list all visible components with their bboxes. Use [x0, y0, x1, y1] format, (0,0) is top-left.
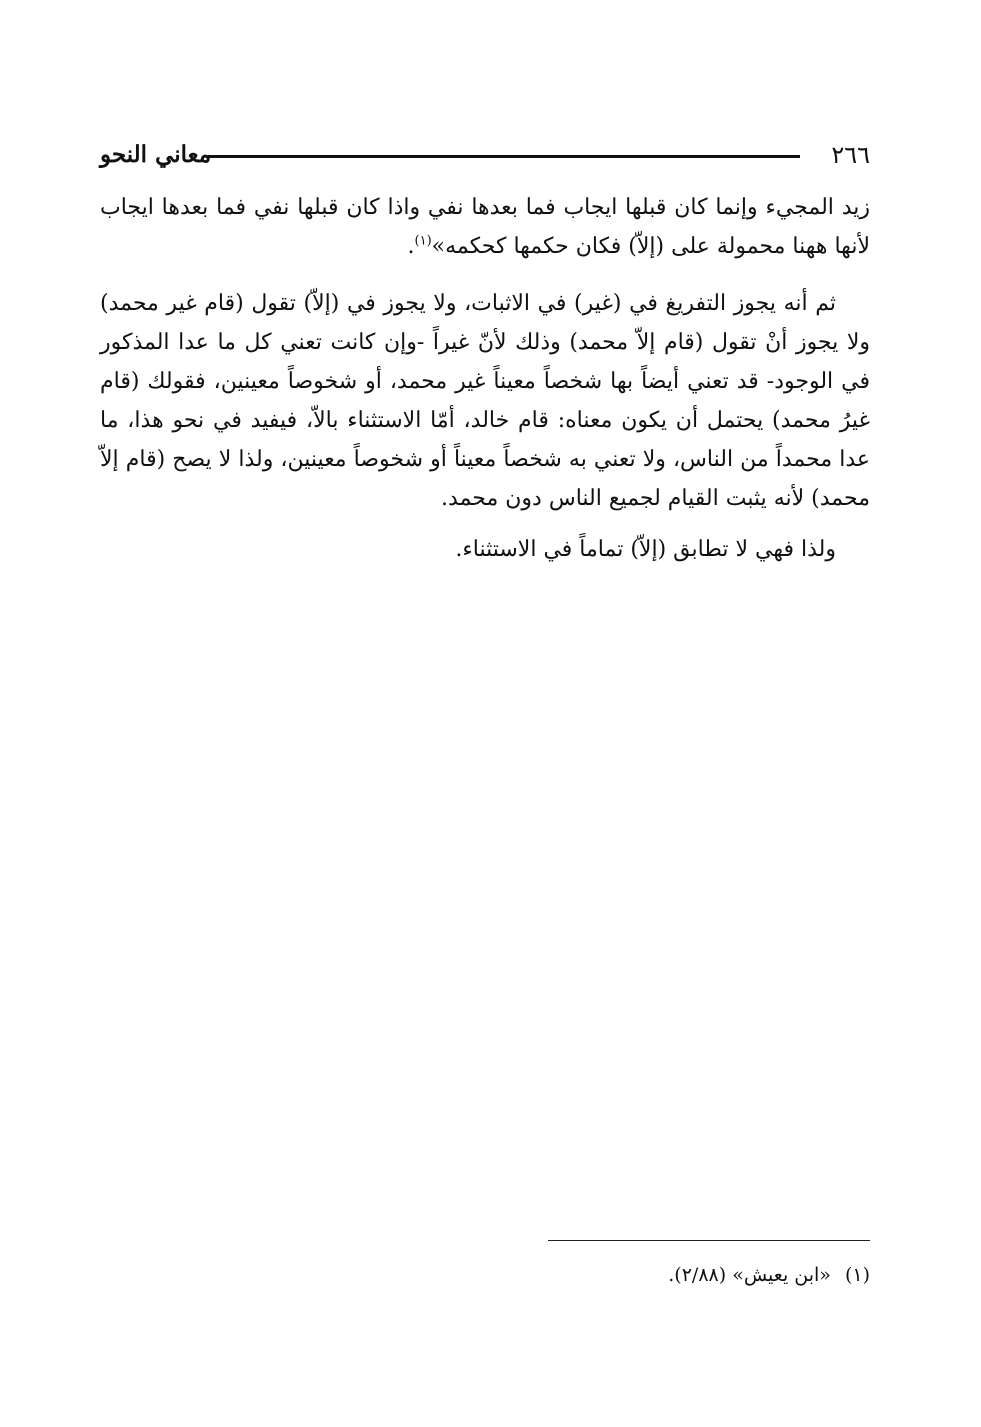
running-header: [100, 138, 870, 178]
book-title: معاني النحو: [100, 141, 212, 168]
paragraph-1-end: .: [407, 234, 415, 259]
paragraph-1-text: زيد المجيء وإنما كان قبلها ايجاب فما بعدها نفي واذا كان قبلها نفي فما بعدها ايجاب لأنها ههنا محمولة على (إلاّ) فكان حكمها كحكمه»: [100, 195, 870, 259]
footnote-marker: (١): [844, 1264, 870, 1286]
footnote-rule: [548, 1240, 870, 1241]
paragraph-2: ثم أنه يجوز التفريغ في (غير) في الاثبات، ولا يجوز في (إلاّ) تقول (قام غير محمد) ولا يجوز أنْ تقول (قام إلاّ محمد) وذلك لأنّ غيراً -وإن كانت تعني كل ما عدا المذكور في الوجود- قد تعني أيضاً بها شخصاً معيناً غير محمد، أو شخوصاً معينين، فقولك (قام غيرُ محمد) يحتمل أن يكون معناه: قام خالد، أمّا الاستثناء بالاّ، فيفيد في نحو هذا، ما عدا محمداً من الناس، ولا تعني به شخصاً معيناً أو شخوصاً معينين، ولذا لا يصح (قام إلاّ محمد) لأنه يثبت القيام لجميع الناس دون محمد.: [100, 291, 870, 511]
footnote-reference[interactable]: (١): [414, 233, 432, 249]
paragraph-3: ولذا فهي لا تطابق (إلاّ) تماماً في الاستثناء.: [455, 537, 836, 562]
footnote-text: «ابن يعيش» (٢/٨٨).: [668, 1264, 831, 1286]
body-text: [100, 188, 870, 569]
paragraph-1: [100, 188, 870, 266]
footnote: [300, 1260, 870, 1290]
page-number: ٢٦٦: [831, 141, 870, 169]
header-rule: [208, 155, 800, 158]
